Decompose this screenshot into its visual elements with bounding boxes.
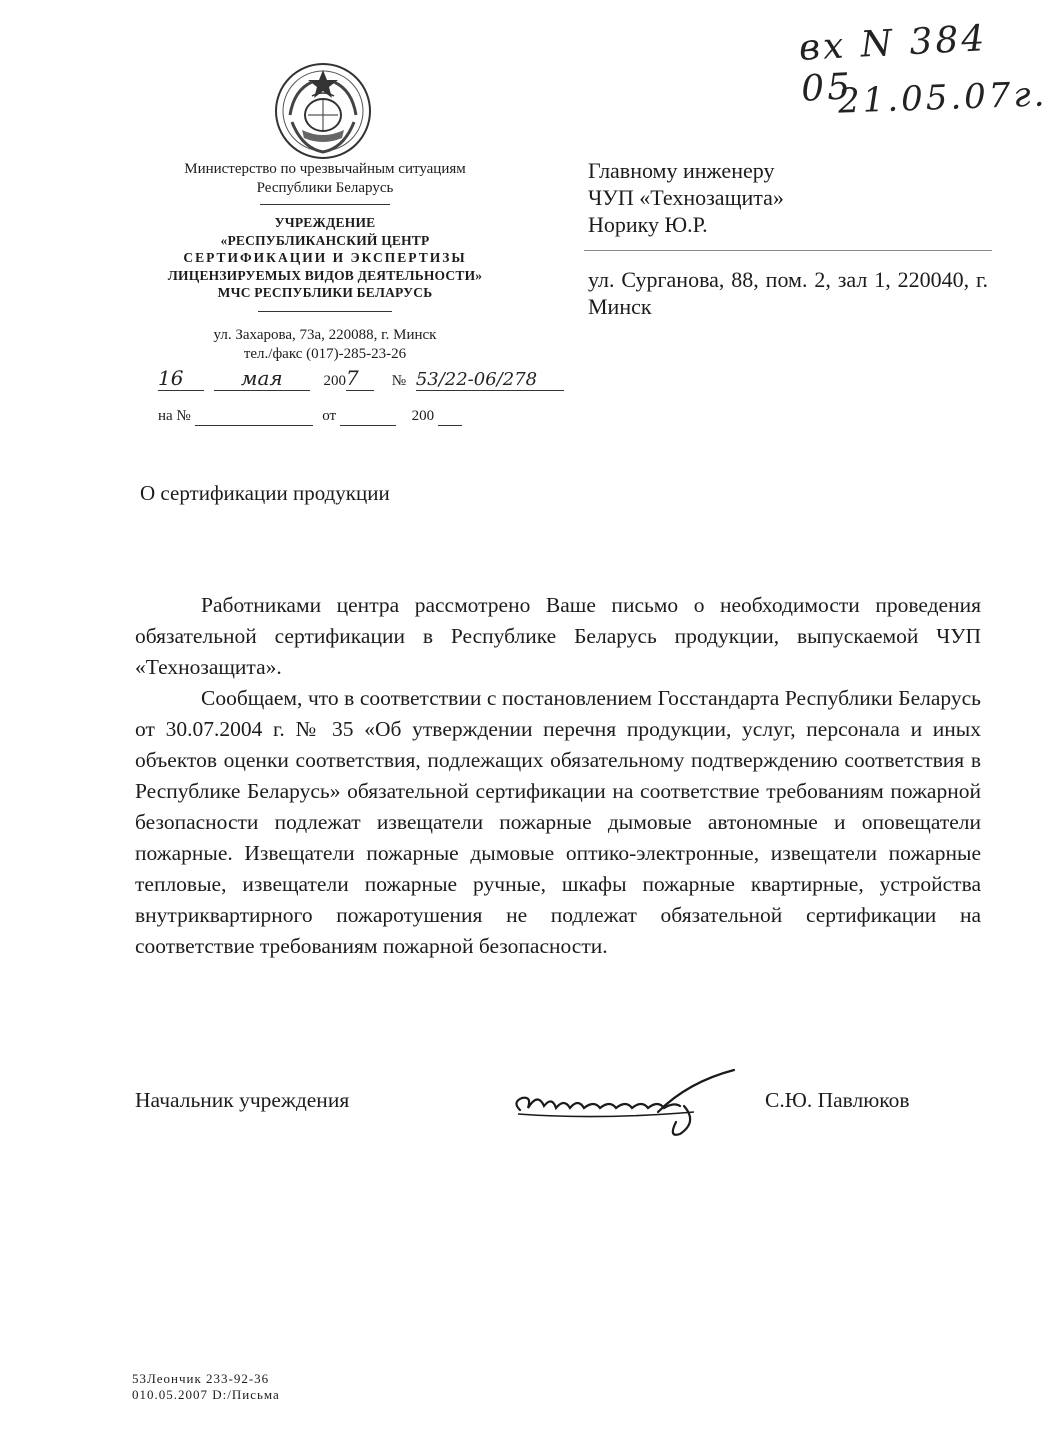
- institution-contacts: [140, 326, 510, 364]
- outgoing-year-suffix: 7: [346, 366, 374, 391]
- ministry-line-1: Министерство по чрезвычайным ситуациям: [184, 161, 466, 177]
- body-paragraph-2: Сообщаем, что в соответствии с постановлением Госстандарта Республики Беларусь от 30.07.2004 г. № 35 «Об утверждении перечня продукции, услуг, персонала и иных объектов оценки соответствия, подлежащих обязательному подтверждению соответствия в Республике Беларусь» обязательной сертификации на соответствие требованиям пожарной безопасности подлежат извещатели пожарные дымовые автономные и оповещатели пожарные. Извещатели пожарные дымовые оптико-электронные, извещатели пожарные тепловые, извещатели пожарные ручные, шкафы пожарные квартирные, устройства внутриквартирного пожаротушения не подлежат обязательной сертификации на соответствие требованиям пожарной безопасности.: [135, 686, 981, 958]
- institution-line-1: УЧРЕЖДЕНИЕ: [274, 215, 376, 230]
- reply-to-year-blank: [438, 408, 462, 426]
- handwritten-registration-date: 21.05.07г.: [837, 74, 1048, 122]
- outgoing-number-label: №: [391, 373, 407, 389]
- letter-subject: О сертификации продукции: [140, 481, 390, 505]
- institution-address: ул. Захарова, 73а, 220088, г. Минск: [213, 327, 437, 343]
- reply-to-date-blank: [340, 408, 396, 426]
- ministry-line-2: Республики Беларусь: [256, 180, 394, 196]
- state-emblem-icon: [272, 60, 374, 162]
- reply-to-number-blank: [195, 408, 313, 426]
- outgoing-reference: [158, 366, 564, 391]
- reply-to-date-label: от: [322, 408, 337, 424]
- ministry-name: [140, 160, 510, 198]
- recipient-block: [588, 157, 784, 238]
- institution-name: [140, 214, 510, 302]
- recipient-name: Норику Ю.Р.: [588, 212, 708, 237]
- recipient-address: ул. Сурганова, 88, пом. 2, зал 1, 220040, г. Минск: [588, 267, 988, 319]
- institution-line-5: МЧС РЕСПУБЛИКИ БЕЛАРУСЬ: [217, 285, 433, 300]
- reply-to-year-label: 200: [411, 408, 435, 424]
- reply-to-reference: [158, 408, 462, 426]
- institution-line-3: СЕРТИФИКАЦИИ И ЭКСПЕРТИЗЫ: [183, 250, 467, 265]
- handwritten-signature: [508, 1062, 748, 1142]
- letterhead-divider-2: [258, 311, 392, 312]
- signatory-position: Начальник учреждения: [135, 1088, 350, 1112]
- reply-to-number-label: на №: [158, 408, 191, 424]
- institution-line-4: ЛИЦЕНЗИРУЕМЫХ ВИДОВ ДЕЯТЕЛЬНОСТИ»: [167, 267, 483, 283]
- outgoing-number: 53/22-06/278: [416, 369, 564, 391]
- letterhead-divider-1: [260, 204, 390, 205]
- outgoing-month: мая: [214, 366, 310, 391]
- outgoing-day: 16: [158, 366, 204, 391]
- file-path-line: 010.05.2007 D:/Письма: [132, 1387, 280, 1402]
- executor-line: 53Леончик 233-92-36: [132, 1371, 270, 1386]
- executor-footer: [132, 1371, 280, 1403]
- letter-body: [135, 590, 981, 962]
- recipient-divider: [584, 250, 992, 251]
- signatory-name: С.Ю. Павлюков: [765, 1088, 910, 1112]
- recipient-position: Главному инженеру: [588, 158, 775, 183]
- recipient-company: ЧУП «Технозащита»: [588, 185, 784, 210]
- handwritten-registration-number: вх N 384 05: [798, 18, 989, 110]
- institution-line-2: «РЕСПУБЛИКАНСКИЙ ЦЕНТР: [220, 232, 430, 248]
- outgoing-year-prefix: 200: [323, 373, 346, 389]
- body-paragraph-1: Работниками центра рассмотрено Ваше письмо о необходимости проведения обязательной сертификации в Республике Беларусь продукции, выпускаемой ЧУП «Технозащита».: [135, 593, 981, 679]
- institution-phone: тел./факс (017)-285-23-26: [243, 346, 407, 362]
